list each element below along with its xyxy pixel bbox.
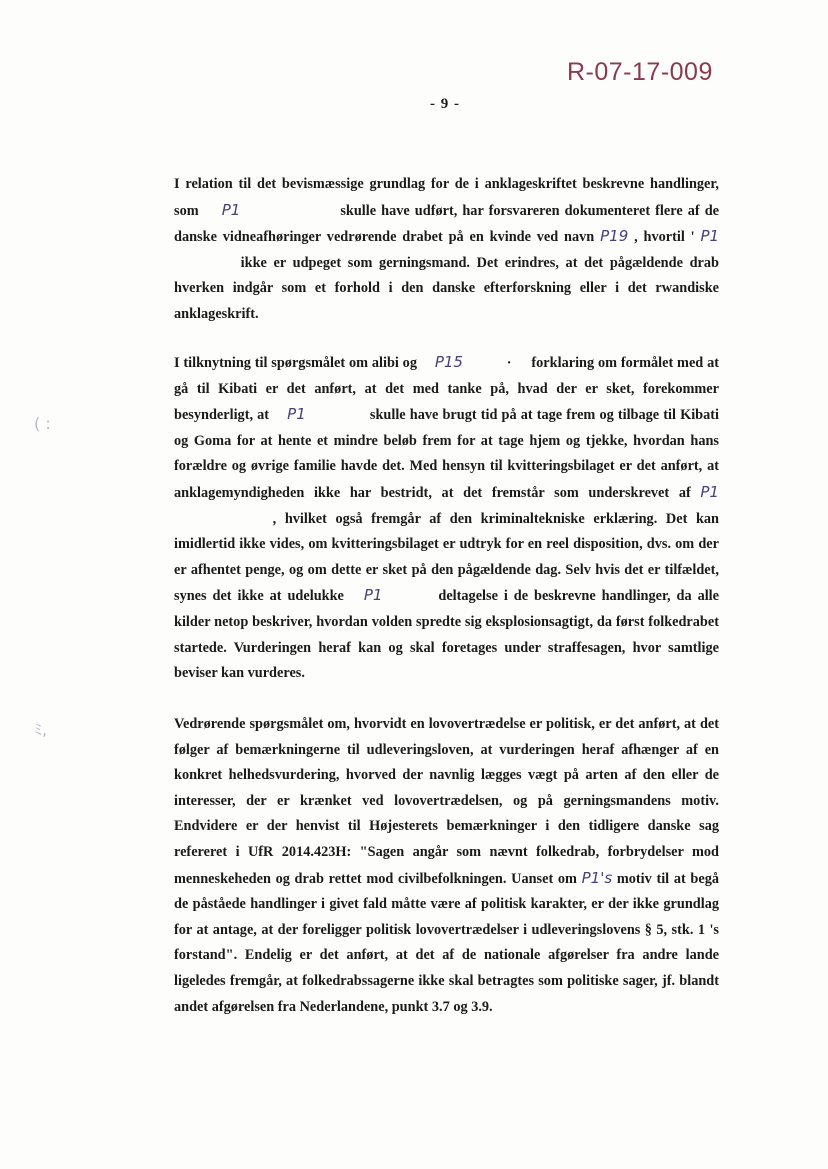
- margin-mark-1: ( :: [34, 414, 51, 433]
- handwritten-redaction-label: P1: [700, 227, 720, 246]
- paragraph-text: Vedrørende spørgsmålet om, hvorvidt en lovovertrædelse er politisk, er det anført, at det følger af bemærkningerne til udleveringsloven, at vurderingen heraf afhænger af en konkret helhedsvurdering, hvorved der navnlig lægges vægt på arten af den eller de interesser, der er krænket ved lovovertrædelsen, og på gerningsmandens motiv. Endvidere er der henvist til Højesterets bemærkninger i den tidligere danske sag refereret i UfR 2014.423H: "Sagen angår som nævnt folkedrab, forbrydelser mod menneskeheden og drab rettet mod civilbefolkningen. Uanset om: [174, 716, 719, 887]
- paragraph-text: skulle have udført, har forsvareren dokumenteret flere af de danske vidneafhøringer vedrørende drabet på en kvinde ved navn: [174, 202, 719, 246]
- paragraph-text: forklaring om formålet med at gå til Kibati er det anført, at det med tanke på, hvad der er sket, forekommer besynderligt, at: [174, 355, 719, 424]
- handwritten-redaction-label: P15: [434, 353, 463, 371]
- paragraph-text: , hvilket også fremgår af den kriminaltekniske erklæring. Det kan imidlertid ikke vides, om kvitteringsbilaget er udtryk for en reel disposition, dvs. om der er afhentet penge, og om dette er sket på den pågældende dag. Selv hvis det er tilfældet, synes det ikke at udelukke: [174, 510, 719, 605]
- handwritten-redaction-label: P1: [363, 586, 383, 605]
- page-number: - 9 -: [430, 96, 460, 112]
- case-number-stamp: R-07-17-009: [567, 58, 713, 86]
- paragraph-text: motiv til at begå de påståede handlinger i givet fald måtte være af politisk karakter, er der ikke grundlag for at antage, at der foreligger politisk lovovertrædelser i udleveringslovens § 5, stk. 1 's forstand". Endelig er det anført, at det af de nationale afgørelser fra andre lande ligeledes fremgår, at folkedrabssagerne ikke skal betragtes som politiske sager, jf. blandt andet afgørelsen fra Nederlandene, punkt 3.7 og 3.9.: [174, 870, 720, 1015]
- paragraph-text: ·: [506, 355, 512, 371]
- handwritten-redaction-label: P1: [287, 405, 306, 424]
- paragraph-evidence: [174, 172, 719, 328]
- handwritten-redaction-label: P1's: [581, 868, 613, 887]
- margin-mark-2: ﾐ,: [34, 720, 48, 739]
- paragraph-text: I tilknytning til spørgsmålet om alibi og: [174, 355, 417, 371]
- paragraph-text: deltagelse i de beskrevne handlinger, da alle kilder netop beskriver, hvordan volden spredte sig eksplosionsagtigt, da først folkedrabet startede. Vurderingen heraf kan og skal foretages under straffesagen, hvor samtlige beviser kan vurderes.: [174, 588, 720, 682]
- paragraph-text: I relation til det bevismæssige grundlag for de i anklageskriftet beskrevne handlinger, som: [174, 176, 719, 219]
- handwritten-redaction-label: P1: [221, 200, 241, 219]
- paragraph-text: skulle have brugt tid på at tage frem og tilbage til Kibati og Goma for at hente et mindre beløb frem for at tage hjem og tjekke, hvordan hans forældre og øvrige familie havde det. Med hensyn til kvitteringsbilaget er det anført, at anklagemyndigheden ikke har bestridt, at det fremstår som underskrevet af: [174, 407, 719, 501]
- paragraph-alibi: [174, 350, 719, 687]
- paragraph-political-offence: [174, 712, 719, 1020]
- handwritten-redaction-label: P1: [700, 482, 719, 501]
- handwritten-redaction-label: P19: [600, 227, 629, 246]
- paragraph-text: , hvortil ': [634, 229, 695, 246]
- paragraph-text: ikke er udpeget som gerningsmand. Det erindres, at det pågældende drab hverken indgår som et forhold i den danske efterforskning eller i det rwandiske anklageskrift.: [174, 254, 719, 322]
